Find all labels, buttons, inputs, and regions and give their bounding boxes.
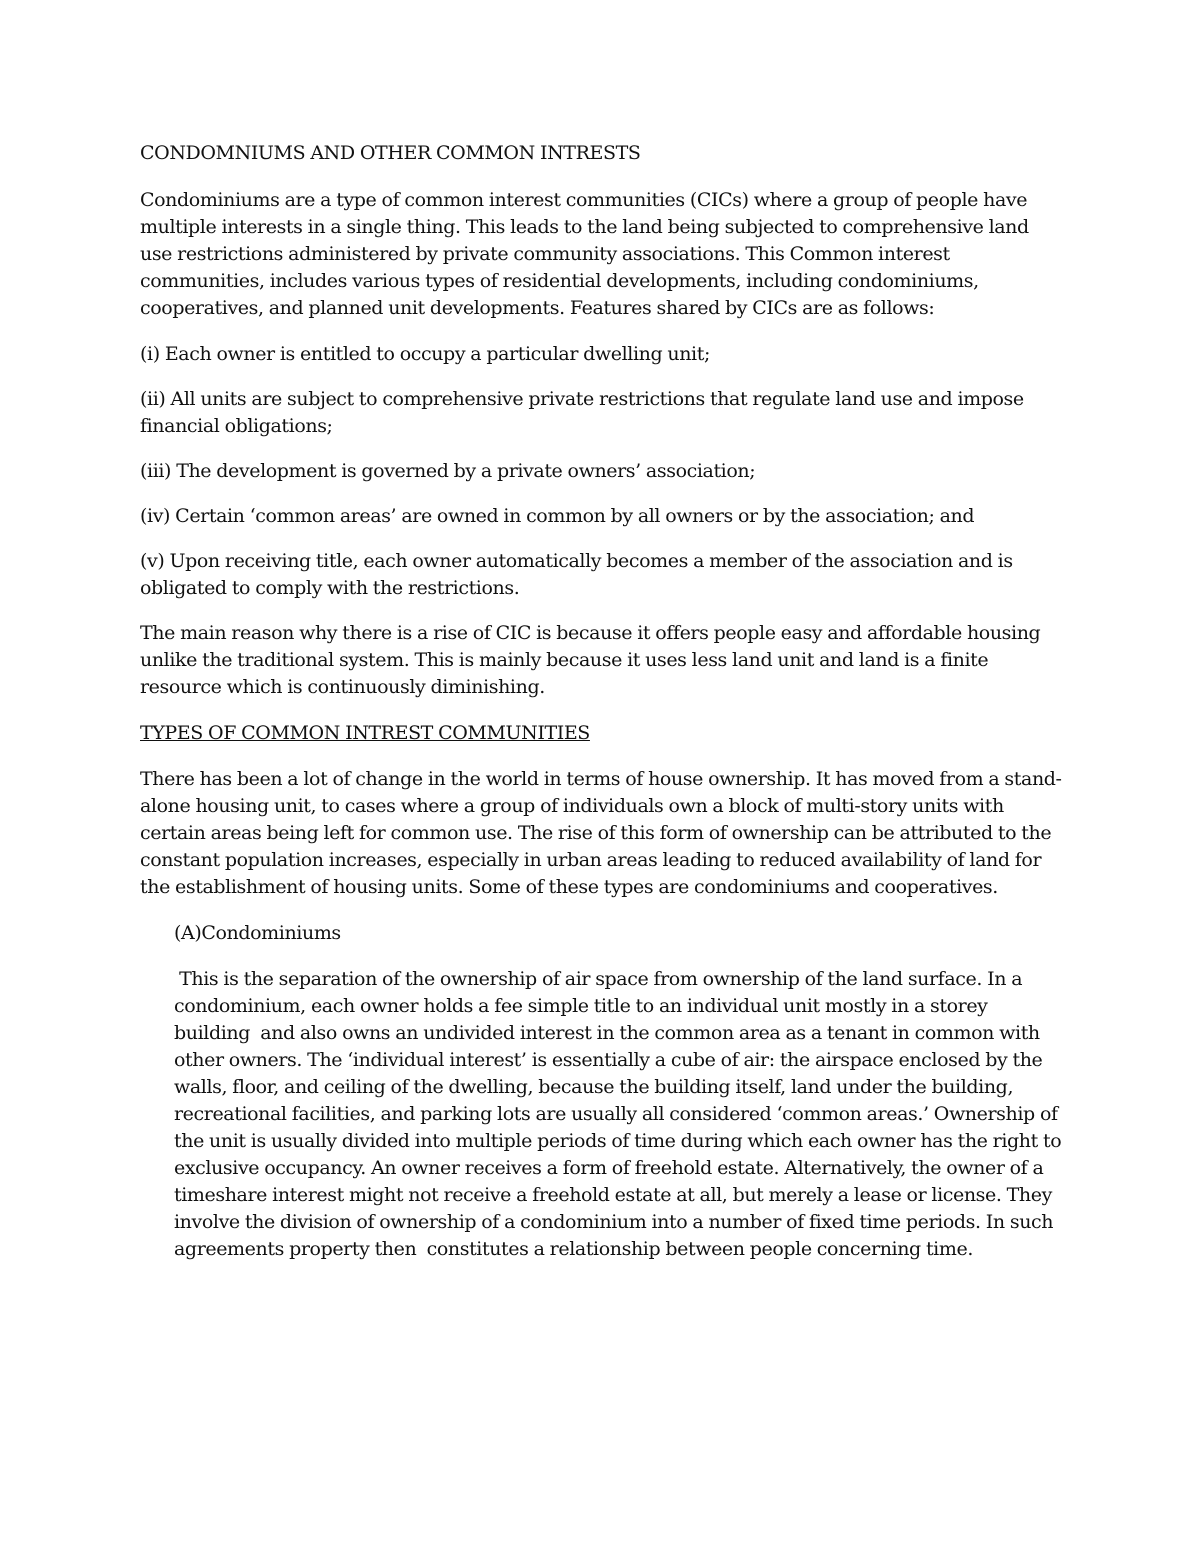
section-heading: TYPES OF COMMON INTREST COMMUNITIES (140, 722, 590, 744)
subsection-label: Condominiums (201, 922, 341, 944)
subsection-heading (140, 920, 1065, 947)
feature-item-5: (v) Upon receiving title, each owner automatically becomes a member of the association and is obligated to comply with the restrictions. (140, 550, 1013, 599)
feature-item-4: (iv) Certain ‘common areas’ are owned in common by all owners or by the association; and (140, 505, 975, 527)
subsection-marker: (A) (174, 922, 202, 944)
intro-paragraph: Condominiums are a type of common interest communities (CICs) where a group of people have multiple interests in a single thing. This leads to the land being subjected to comprehensive land use restrictions administered by private community associations. This Common interest communities, includes various types of residential developments, including condominiums, cooperatives, and planned unit developments. Features shared by CICs are as follows: (140, 189, 1029, 319)
condominium-paragraph: This is the separation of the ownership of air space from ownership of the land surface. In a condominium, each owner holds a fee simple title to an individual unit mostly in a storey building and also owns an undivided interest in the common area as a tenant in common with other owners. The ‘individual interest’ is essentially a cube of air: the airspace enclosed by the walls, floor, and ceiling of the dwelling, because the building itself, land under the building, recreational facilities, and parking lots are usually all considered ‘common areas.’ Ownership of the unit is usually divided into multiple periods of time during which each owner has the right to exclusive occupancy. An owner receives a form of freehold estate. Alternatively, the owner of a timeshare interest might not receive a freehold estate at all, but merely a lease or license. They involve the division of ownership of a condominium into a number of fixed time periods. In such agreements property then constitutes a relationship between people concerning time. (174, 968, 1067, 1260)
feature-item-3: (iii) The development is governed by a private owners’ association; (140, 460, 756, 482)
reason-paragraph: The main reason why there is a rise of CIC is because it offers people easy and affordable housing unlike the traditional system. This is mainly because it uses less land unit and land is a finite resource which is continuously diminishing. (140, 622, 1041, 698)
feature-item-1: (i) Each owner is entitled to occupy a particular dwelling unit; (140, 343, 710, 365)
document-body (140, 140, 1065, 1263)
feature-item-2: (ii) All units are subject to comprehensive private restrictions that regulate land use and impose financial obligations; (140, 388, 1024, 437)
types-intro-paragraph: There has been a lot of change in the world in terms of house ownership. It has moved from a stand-alone housing unit, to cases where a group of individuals own a block of multi-story units with certain areas being left for common use. The rise of this form of ownership can be attributed to the constant population increases, especially in urban areas leading to reduced availability of land for the establishment of housing units. Some of these types are condominiums and cooperatives. (140, 768, 1062, 898)
document-title: CONDOMNIUMS AND OTHER COMMON INTRESTS (140, 142, 641, 164)
